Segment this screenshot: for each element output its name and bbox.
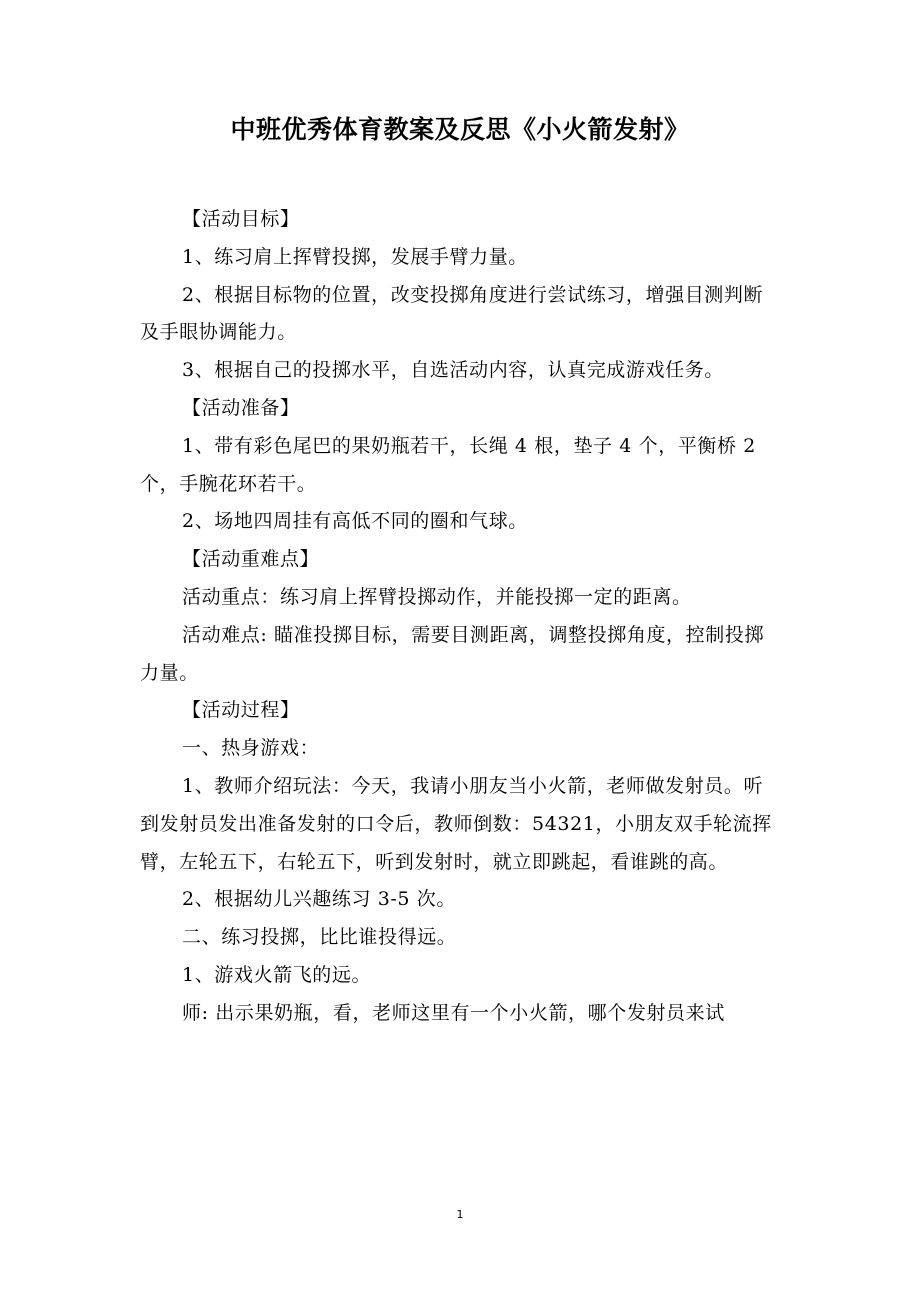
paragraph: 师: 出示果奶瓶，看，老师这里有一个小火箭，哪个发射员来试 <box>182 1001 725 1024</box>
paragraph: 1、带有彩色尾巴的果奶瓶若干，长绳 4 根，垫子 4 个，平衡桥 2 个，手腕花环若干。 <box>140 434 756 495</box>
section-heading-objectives: 【活动目标】 <box>182 208 300 230</box>
paragraph: 2、根据目标物的位置，改变投掷角度进行尝试练习，增强目测判断及手眼协调能力。 <box>140 283 764 344</box>
document-title: 中班优秀体育教案及反思《小火箭发射》 <box>230 115 690 144</box>
section-heading-key-points: 【活动重难点】 <box>182 548 320 571</box>
paragraph: 一、热身游戏： <box>182 737 320 760</box>
section-heading-preparation: 【活动准备】 <box>182 396 300 419</box>
section-heading-process: 【活动过程】 <box>182 699 300 722</box>
paragraph: 活动难点: 瞄准投掷目标，需要目测距离，调整投掷角度，控制投掷力量。 <box>140 623 765 684</box>
paragraph: 2、根据幼儿兴趣练习 3-5 次。 <box>182 888 456 911</box>
paragraph: 1、练习肩上挥臂投掷，发展手臂力量。 <box>182 245 528 268</box>
paragraph: 2、场地四周挂有高低不同的圈和气球。 <box>182 510 528 533</box>
paragraph: 3、根据自己的投掷水平，自选活动内容，认真完成游戏任务。 <box>182 359 724 382</box>
paragraph: 1、教师介绍玩法：今天，我请小朋友当小火箭，老师做发射员。听到发射员发出准备发射的口令后，教师倒数：54321，小朋友双手轮流挥臂，左轮五下，右轮五下，听到发射时，就立即跳起，看谁跳的高。 <box>140 774 772 873</box>
page-number: 1 <box>456 1208 464 1221</box>
paragraph: 1、游戏火箭飞的远。 <box>182 963 372 986</box>
paragraph: 二、练习投掷，比比谁投得远。 <box>182 926 457 949</box>
paragraph: 活动重点：练习肩上挥臂投掷动作，并能投掷一定的距离。 <box>182 585 692 608</box>
document-body <box>140 201 782 1033</box>
